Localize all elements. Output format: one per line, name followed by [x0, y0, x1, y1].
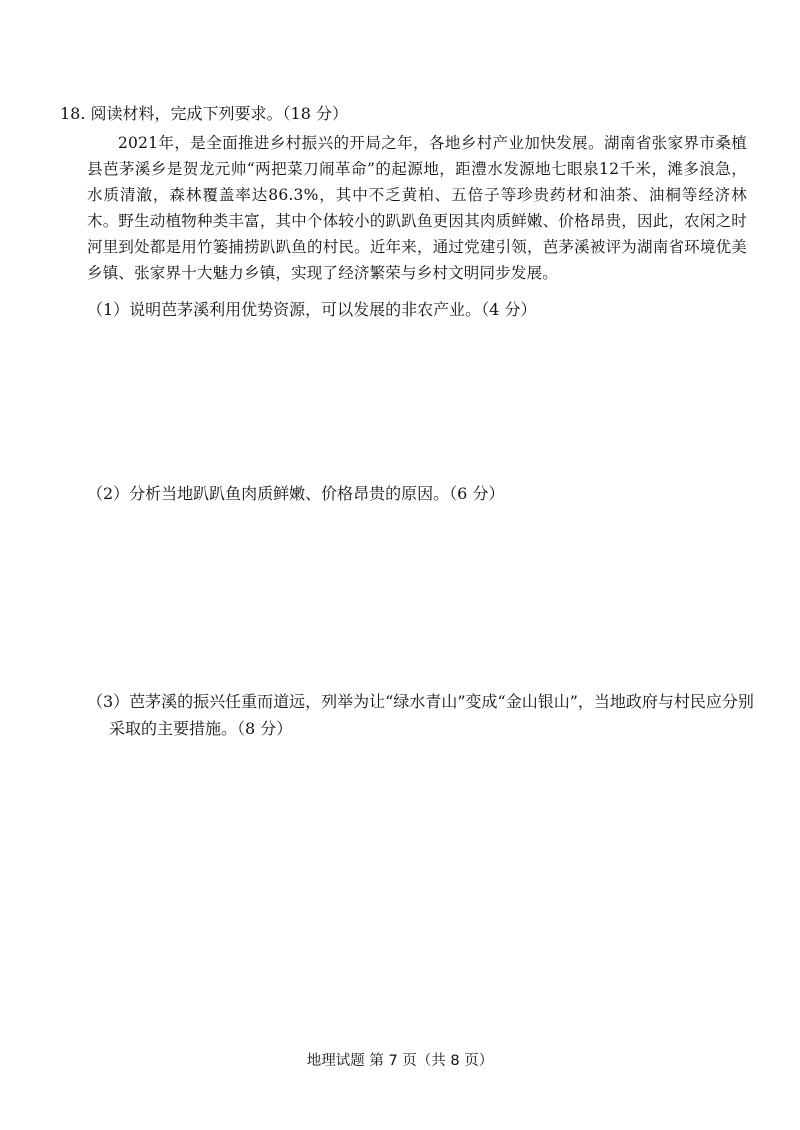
sub-question-2: （2）分析当地趴趴鱼肉质鲜嫩、价格昂贵的原因。（6 分）	[87, 484, 505, 503]
page-footer: 地理试题 第 7 页（共 8 页）	[306, 1053, 494, 1069]
sub-question-3-line-1: （3）芭茅溪的振兴任重而道远，列举为让“绿水青山”变成“金山银山”，当地政府与村民应分别	[87, 692, 754, 711]
reading-passage: 2021年，是全面推进乡村振兴的开局之年，各地乡村产业加快发展。湖南省张家界市桑植县芭茅溪乡是贺龙元帅“两把菜刀闹革命”的起源地，距澧水发源地七眼泉12千米，滩多浪急，水质清澈，森林覆盖率达86.3%，其中不乏黄柏、五倍子等珍贵药材和油茶、油桐等经济林木。野生动植物种类丰富，其中个体较小的趴趴鱼更因其肉质鲜嫩、价格昂贵，因此，农闲之时河里到处都是用竹篓捕捞趴趴鱼的村民。近年来，通过党建引领，芭茅溪被评为湖南省环境优美乡镇、张家界十大魅力乡镇，实现了经济繁荣与乡村文明同步发展。	[87, 134, 747, 282]
sub-question-1: （1）说明芭茅溪利用优势资源，可以发展的非农产业。（4 分）	[87, 300, 537, 319]
question-header: 18. 阅读材料，完成下列要求。（18 分）	[60, 104, 348, 123]
sub-question-3	[87, 688, 757, 742]
sub-question-3-line-2: 采取的主要措施。（8 分）	[109, 719, 293, 738]
